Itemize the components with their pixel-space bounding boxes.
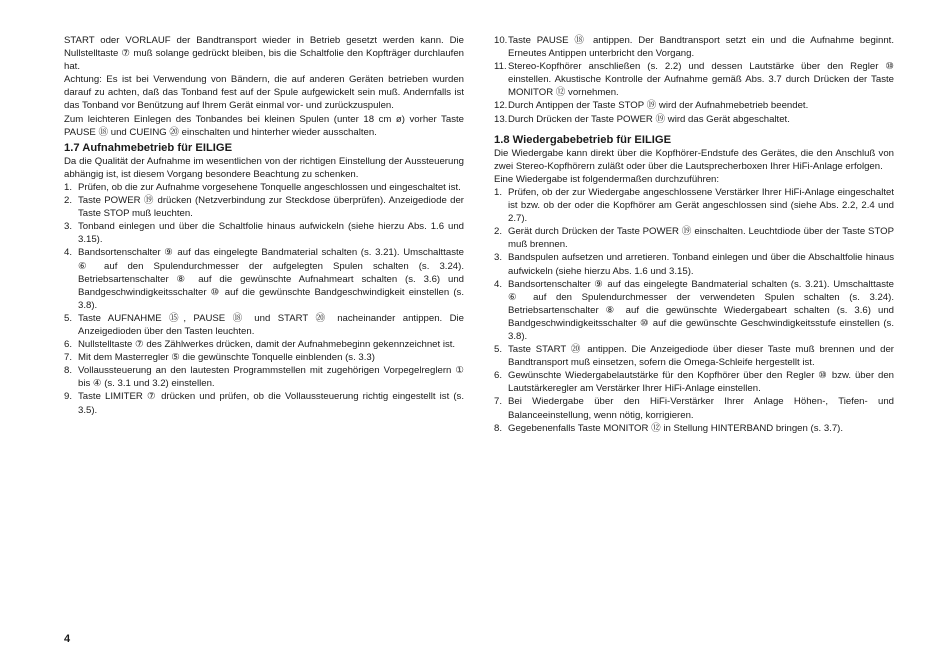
item-number: 7. (64, 352, 73, 364)
item-number: 11. (494, 61, 507, 73)
list-item (64, 390, 464, 416)
item-number: 3. (494, 252, 503, 264)
list-item (64, 338, 464, 351)
item-text: Durch Drücken der Taste POWER ⑲ wird das Gerät abgeschaltet. (508, 113, 790, 125)
item-number: 5. (494, 344, 503, 356)
list-item (494, 113, 894, 126)
recording-steps-continued-list (494, 34, 894, 126)
section-subtext-1-8: Eine Wiedergabe ist folgendermaßen durchzuführen: (494, 173, 720, 185)
item-number: 2. (494, 226, 503, 238)
right-column (494, 34, 894, 435)
item-text: Taste LIMITER ⑦ drücken und prüfen, ob die Vollaussteuerung richtig eingestellt ist (s. 3.5). (78, 391, 464, 416)
left-column (64, 34, 464, 417)
item-text: Nullstelltaste ⑦ des Zählwerkes drücken, damit der Aufnahmebeginn gekennzeichnet ist. (78, 339, 456, 351)
item-number: 6. (64, 339, 73, 351)
list-item (494, 251, 894, 277)
item-text: Gerät durch Drücken der Taste POWER ⑲ einschalten. Leuchtdiode über der Taste STOP muß brennen. (508, 226, 894, 251)
item-number: 8. (494, 422, 503, 434)
intro-paragraph: START oder VORLAUF der Bandtransport wieder in Betrieb gesetzt werden kann. Die Nullstelltaste ⑦ muß solange gedrückt bleiben, bis die Schaltfolie den Kopfträger durchlaufen hat. (64, 35, 464, 73)
list-item (64, 364, 464, 390)
item-text: Bandspulen aufsetzen und arretieren. Tonband einlegen und über die Abschaltfolie hinaus aufwickeln (siehe hierzu Abs. 1.6 und 3.15). (508, 252, 894, 277)
item-text: Bei Wiedergabe über den HiFi-Verstärker Ihrer Anlage Höhen-, Tiefen- und Balanceeinstellung, wenn nötig, korrigieren. (508, 396, 894, 421)
list-item (64, 351, 464, 364)
list-item (494, 34, 894, 60)
list-item (64, 181, 464, 194)
item-number: 10. (494, 35, 508, 46)
list-item (64, 312, 464, 338)
list-item (64, 220, 464, 246)
item-text: Mit dem Masterregler ⑤ die gewünschte Tonquelle einblenden (s. 3.3) (78, 352, 375, 364)
list-item (494, 186, 894, 225)
item-number: 12. (494, 100, 508, 112)
list-item (494, 60, 894, 99)
item-text: Durch Antippen der Taste STOP ⑲ wird der Aufnahmebetrieb beendet. (508, 100, 809, 112)
tip-paragraph: Zum leichteren Einlegen des Tonbandes bei kleinen Spulen (unter 18 cm ø) vorher Taste PAUSE ⑱ und CUEING ⑳ einschalten und hinterher wieder ausschalten. (64, 113, 464, 138)
playback-steps-list (494, 186, 894, 435)
list-item (494, 278, 894, 343)
item-text: Taste POWER ⑲ drücken (Netzverbindung zur Steckdose überprüfen). Anzeigediode der Taste STOP muß leuchten. (78, 195, 464, 220)
list-item (64, 194, 464, 220)
section-heading-1-7: 1.7 Aufnahmebetrieb für EILIGE (64, 141, 233, 154)
section-heading-1-8: 1.8 Wiedergabebetrieb für EILIGE (494, 133, 672, 146)
list-item (494, 99, 894, 112)
item-text: Prüfen, ob die zur Aufnahme vorgesehene Tonquelle angeschlossen und eingeschaltet ist. (78, 181, 461, 193)
list-item (494, 343, 894, 369)
item-number: 13. (494, 113, 508, 125)
list-item (494, 369, 894, 395)
achtung-paragraph: Achtung: Es ist bei Verwendung von Bändern, die auf anderen Geräten betrieben wurden darauf zu achten, daß das Tonband fest auf der Spule aufgewickelt sein muß. Andernfalls ist das Tonband vor Benützung auf Ihrem Gerät einmal vor- und zurückzuspulen. (64, 74, 464, 112)
item-number: 3. (64, 221, 73, 233)
item-text: Gegebenenfalls Taste MONITOR ⑫ in Stellung HINTERBAND bringen (s. 3.7). (508, 422, 844, 434)
item-text: Stereo-Kopfhörer anschließen (s. 2.2) und dessen Lautstärke über den Regler ⑩ einstellen. Akustische Kontrolle der Aufnahme gemäß Abs. 3.7 durch Drücken der Taste MONITOR ⑫ vornehmen. (508, 61, 894, 99)
item-number: 8. (64, 365, 73, 377)
item-number: 5. (64, 312, 73, 324)
section-text-1-7: Da die Qualität der Aufnahme im wesentlichen von der richtigen Einstellung der Aussteuerung abhängig ist, ist diesem Vorgang besondere Beachtung zu schenken. (64, 155, 464, 180)
item-text: Tonband einlegen und über die Schaltfolie hinaus aufwickeln (siehe hierzu Abs. 1.6 und 3.15). (78, 221, 464, 246)
item-number: 1. (494, 186, 503, 198)
item-number: 2. (64, 195, 73, 207)
recording-steps-list (64, 181, 464, 417)
list-item (494, 395, 894, 421)
item-number: 6. (494, 370, 503, 382)
item-number: 9. (64, 391, 73, 403)
page-number: 4 (64, 633, 71, 645)
item-number: 4. (64, 247, 73, 259)
item-number: 4. (494, 278, 503, 290)
item-text: Taste PAUSE ⑱ antippen. Der Bandtransport setzt ein und die Aufnahme beginnt. Erneutes Antippen unterbricht den Vorgang. (508, 35, 894, 60)
item-text: Bandsortenschalter ⑨ auf das eingelegte Bandmaterial schalten (s. 3.21). Umschalttaste ⑥ auf den Spulendurchmesser der aufgelegten Spulen schalten (s. 3.24). Betriebsartenschalter ⑧ auf die gewünschte Aufnahmeart schalten (s. 3.6) und Bandgeschwindigkeitsschalter ⑩ auf die gewünschte Bandgeschwindigkeit einstellen (s. 3.8). (78, 247, 464, 311)
list-item (494, 422, 894, 435)
section-text-1-8: Die Wiedergabe kann direkt über die Kopfhörer-Endstufe des Gerätes, die den Anschluß von zwei Stereo-Kopfhörern zuläßt oder über die Lautsprecherboxen Ihrer HiFi-Anlage erfolgen. (494, 147, 894, 172)
item-text: Taste START ⑳ antippen. Die Anzeigediode über dieser Taste muß brennen und der Bandtransport muß einsetzen, sofern die Omega-Schleife hergestellt ist. (508, 344, 894, 369)
item-text: Vollaussteuerung an den lautesten Programmstellen mit zugehörigen Vorpegelreglern ① bis ④ (s. 3.1 und 3.2) einstellen. (78, 365, 464, 390)
item-text: Gewünschte Wiedergabelautstärke für den Kopfhörer über den Regler ⑩ bzw. über den Lautstärkeregler am Verstärker Ihrer HiFi-Anlage einstellen. (508, 370, 894, 395)
list-item (64, 246, 464, 311)
list-item (494, 225, 894, 251)
item-number: 7. (494, 396, 503, 408)
item-text: Taste AUFNAHME ⑮, PAUSE ⑱ und START ⑳ nacheinander antippen. Die Anzeigedioden über den Tasten leuchten. (78, 312, 464, 337)
item-text: Prüfen, ob der zur Wiedergabe angeschlossene Verstärker Ihrer HiFi-Anlage eingeschaltet ist bzw. ob der oder die Kopfhörer am Gerät angeschlossen sind (siehe Abs. 2.2, 2.4 und 2.7). (508, 186, 894, 225)
item-number: 1. (64, 181, 73, 193)
item-text: Bandsortenschalter ⑨ auf das eingelegte Bandmaterial schalten (s. 3.21). Umschalttaste ⑥ auf den Spulendurchmesser der verwendeten Spulen schalten (s. 3.24). Betriebsartenschalter ⑧ auf die gewünschte Wiedergabeart schalten (s. 3.6) und Bandgeschwindigkeitsschalter ⑩ auf die gewünschte Geschwindigkeitsstufe einstellen (s. 3.8). (508, 278, 894, 342)
